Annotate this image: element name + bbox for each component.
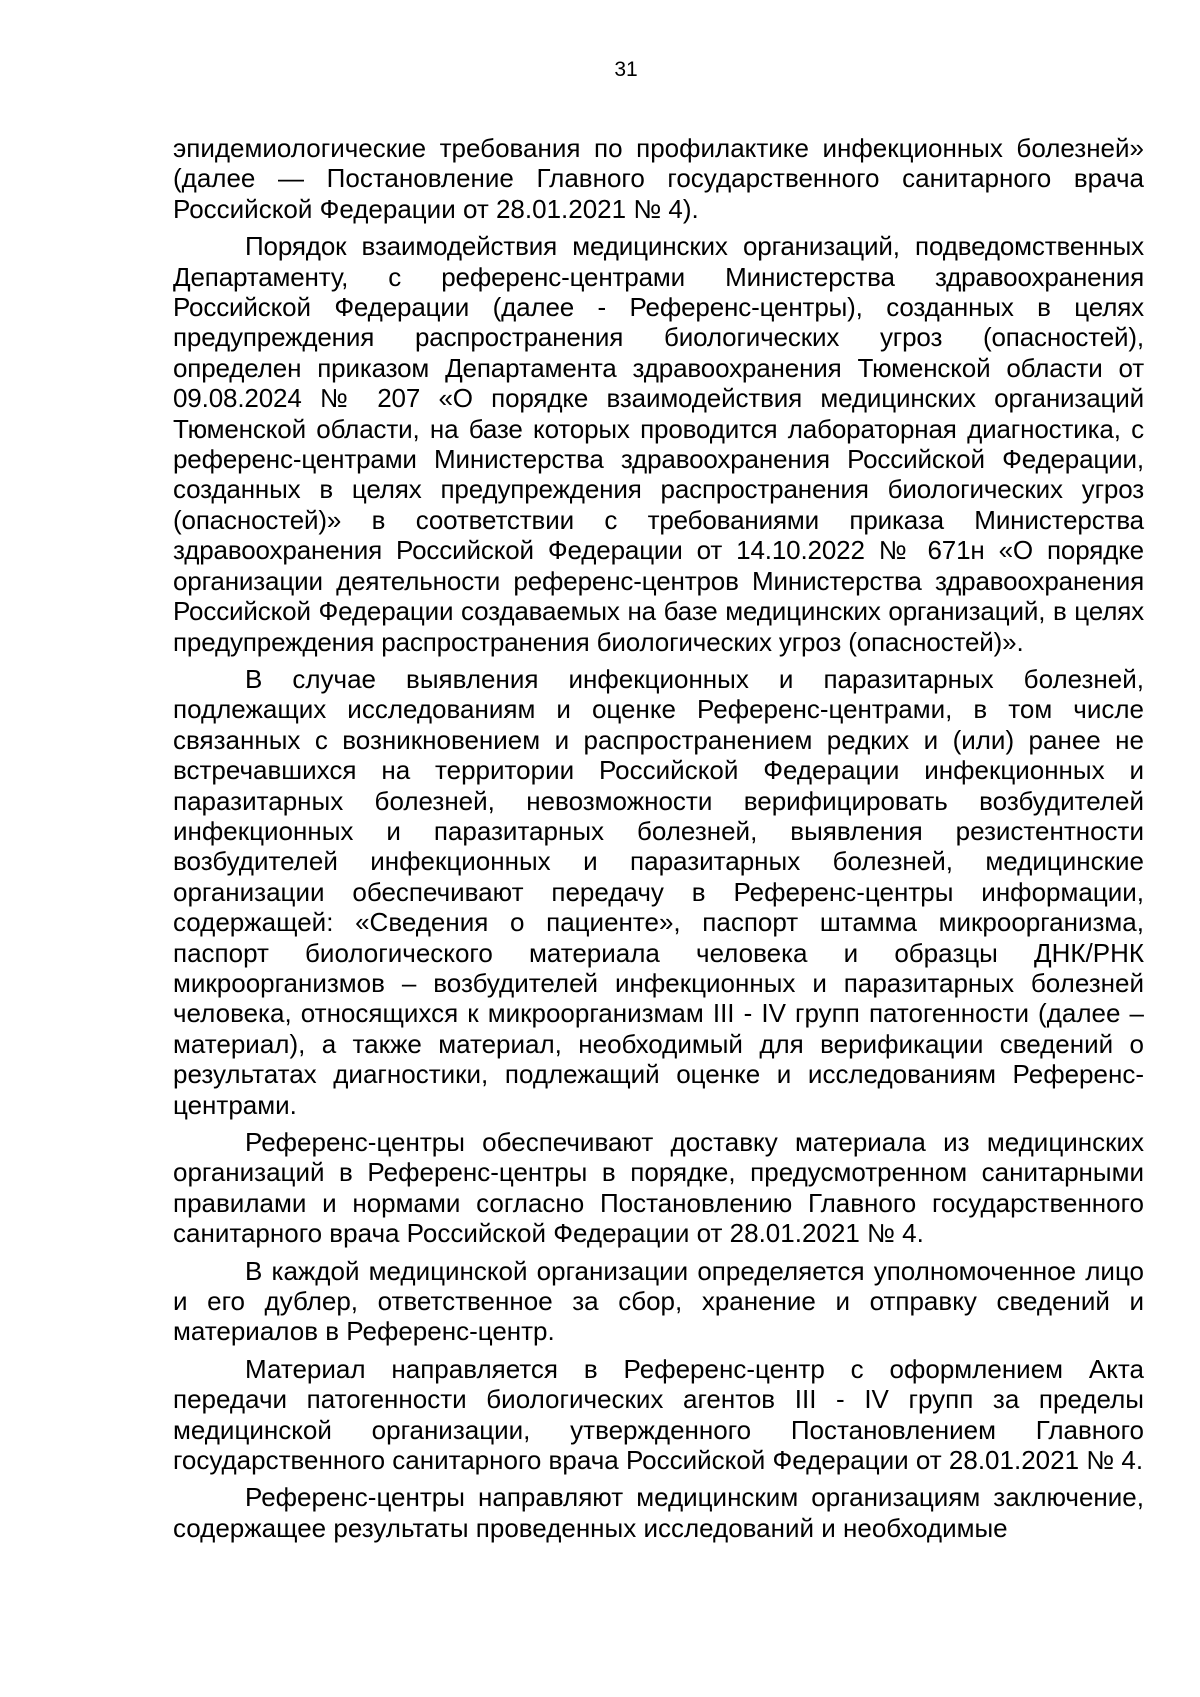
paragraph-material-delivery: Референс-центры обеспечивают доставку материала из медицинских организаций в Референс-центры в порядке, предусмотренном санитарными правилами и нормами согласно Постановлению Главного государственного санитарного врача Российской Федерации от 28.01.2021 № 4.	[173, 1127, 1144, 1249]
paragraph-continuation: эпидемиологические требования по профилактике инфекционных болезней» (далее — Постановление Главного государственного санитарного врача Российской Федерации от 28.01.2021 № 4).	[173, 133, 1144, 224]
paragraph-interaction-order: Порядок взаимодействия медицинских организаций, подведомственных Департаменту, с референс-центрами Министерства здравоохранения Российской Федерации (далее - Референс-центры), созданных в целях предупреждения распространения биологических угроз (опасностей), определен приказом Департамента здравоохранения Тюменской области от 09.08.2024 № 207 «О порядке взаимодействия медицинских организаций Тюменской области, на базе которых проводится лабораторная диагностика, с референс-центрами Министерства здравоохранения Российской Федерации, созданных в целях предупреждения распространения биологических угроз (опасностей)» в соответствии с требованиями приказа Министерства здравоохранения Российской Федерации от 14.10.2022 № 671н «О порядке организации деятельности референс-центров Министерства здравоохранения Российской Федерации создаваемых на базе медицинских организаций, в целях предупреждения распространения биологических угроз (опасностей)».	[173, 231, 1144, 657]
paragraph-conclusion: Референс-центры направляют медицинским организациям заключение, содержащее результаты проведенных исследований и необходимые	[173, 1482, 1144, 1543]
paragraph-authorized-person: В каждой медицинской организации определяется уполномоченное лицо и его дублер, ответственное за сбор, хранение и отправку сведений и материалов в Референс-центр.	[173, 1255, 1144, 1347]
page-number: 31	[614, 58, 638, 81]
paragraph-detection-cases: В случае выявления инфекционных и паразитарных болезней, подлежащих исследованиям и оценке Референс-центрами, в том числе связанных с возникновением и распространением редких и (или) ранее не встречавшихся на территории Российской Федерации инфекционных и паразитарных болезней, невозможности верифицировать возбудителей инфекционных и паразитарных болезней, выявления резистентности возбудителей инфекционных и паразитарных болезней, медицинские организации обеспечивают передачу в Референс-центры информации, содержащей: «Сведения о пациенте», паспорт штамма микроорганизма, паспорт биологического материала человека и образцы ДНК/РНК микроорганизмов – возбудителей инфекционных и паразитарных болезней человека, относящихся к микроорганизмам III - IV групп патогенности (далее – материал), а также материал, необходимый для верификации сведений о результатах диагностики, подлежащий оценке и исследованиям Референс-центрами.	[173, 663, 1144, 1120]
paragraph-transfer-act: Материал направляется в Референс-центр с оформлением Акта передачи патогенности биологических агентов III - IV групп за пределы медицинской организации, утвержденного Постановлением Главного государственного санитарного врача Российской Федерации от 28.01.2021 № 4.	[173, 1353, 1144, 1476]
document-body	[173, 133, 1144, 1550]
